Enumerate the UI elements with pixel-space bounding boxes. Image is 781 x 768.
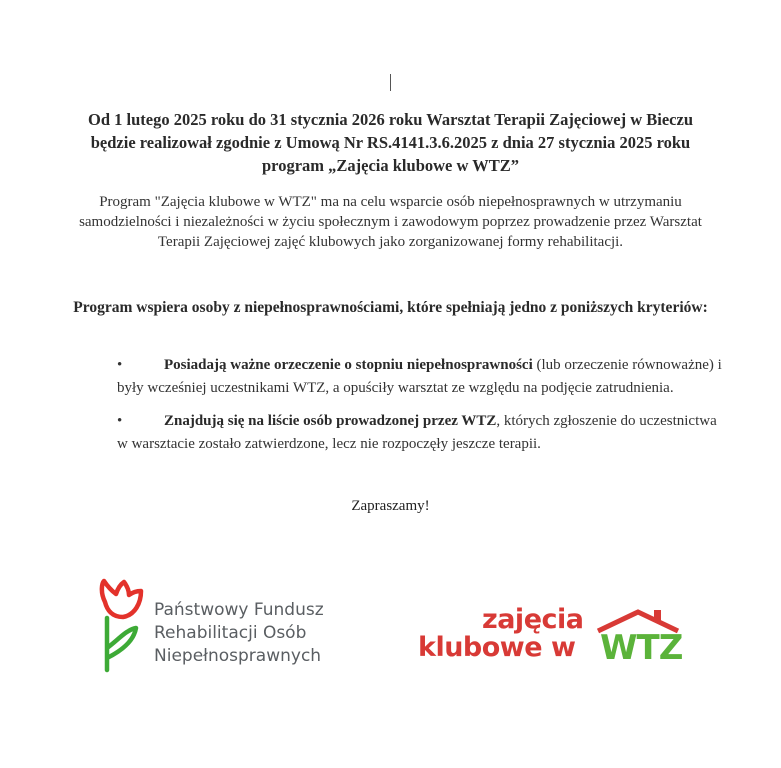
tulip-icon [96, 578, 148, 674]
closing-text: Zapraszamy! [351, 498, 430, 514]
pfron-name [154, 599, 324, 668]
bullet-marker: • [117, 413, 123, 429]
bullet-marker: • [117, 357, 123, 373]
logo-word-klubowe: klubowe w [418, 632, 576, 663]
announcement-title: Od 1 lutego 2025 roku do 31 stycznia 2026 roku Warsztat Terapii Zajęciowej w Bieczu będzie realizował zgodnie z Umową Nr RS.4141.3.6.2025 z dnia 27 stycznia 2025 roku program „Zajęcia klubowe w WTZ” [88, 110, 693, 175]
criterion-bold-text: Znajdują się na liście osób prowadzonej przez WTZ [164, 413, 497, 429]
criteria-heading: Program wspiera osoby z niepełnosprawnościami, które spełniają jedno z poniższych kryteriów: [73, 299, 708, 316]
program-description: Program "Zajęcia klubowe w WTZ" ma na celu wsparcie osób niepełnosprawnych w utrzymaniu samodzielności i niezależności w życiu społecznym i zawodowym poprzez prowadzenie przez Warsztat Terapii Zajęciowej zajęć klubowych jako zorganizowanej formy rehabilitacji. [79, 194, 702, 250]
list-item [117, 354, 727, 400]
pfron-line-2: Rehabilitacji Osób [154, 623, 307, 643]
criterion-bold-text: Posiadają ważne orzeczenie o stopniu niepełnosprawności [164, 357, 533, 373]
pfron-line-3: Niepełnosprawnych [154, 646, 322, 666]
criterion-text: (lub orzeczenie równoważne) i były wcześniej uczestnikami WTZ, a opuściły warsztat ze względu na podjęcie zatrudnienia. [117, 357, 722, 396]
text-cursor [390, 74, 391, 91]
pfron-logo [96, 578, 356, 678]
logo-word-zajecia: zajęcia [482, 604, 584, 635]
logo-wtz: WTZ [600, 628, 683, 668]
criterion-text: , których zgłoszenie do uczestnictwa w warsztacie zostało zatwierdzone, lecz nie rozpoczęły jeszcze terapii. [117, 413, 717, 452]
zajecia-klubowe-logo [418, 600, 688, 680]
criteria-list [117, 354, 727, 466]
pfron-line-1: Państwowy Fundusz [154, 600, 324, 620]
list-item [117, 410, 727, 456]
